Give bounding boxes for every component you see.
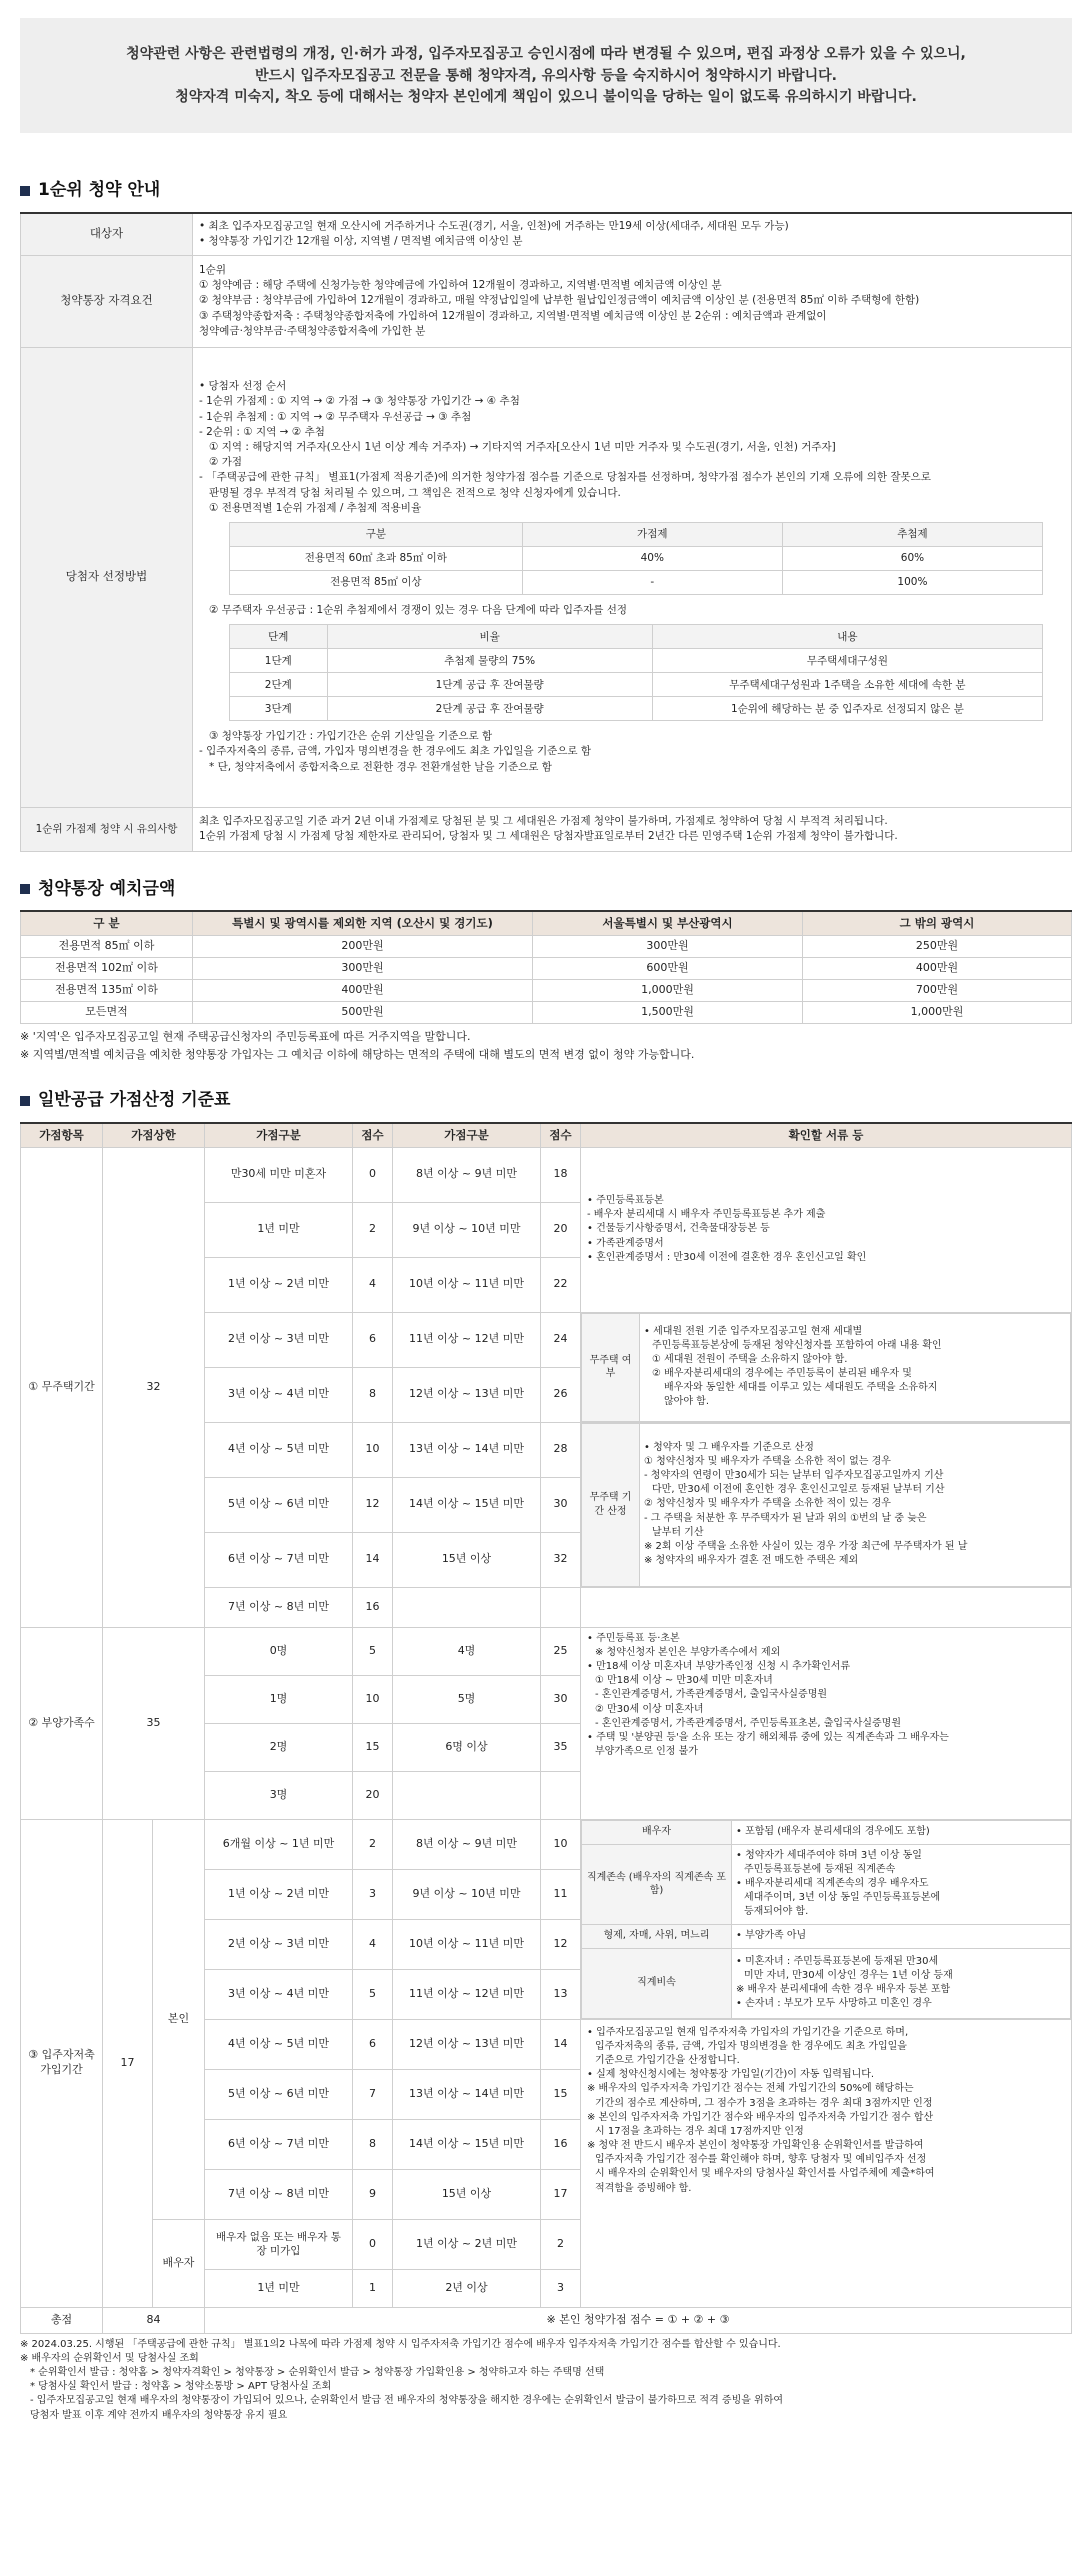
table-row: 5년 이상 ~ 6년 미만 12 14년 이상 ~ 15년 미만 30 [21, 1477, 1072, 1532]
homeless-check-cell: 무주택 여부 • 세대원 전원 기준 입주자모집공고일 현재 세대별 주민등록표등본상에 등재된 청약신청자를 포함하여 아래 내용 확인 ① 세대원 전원이 주택을 소유하지 않아야 함. ② 배우자분리세대의 경우에는 주민등록이 분리된 배우자 및 배우자와 동일한 세대를 이루고 있는 세대원도 주택을 소유하지 않아야 함. [581, 1312, 1072, 1422]
total-formula: ※ 본인 청약가점 점수 = ① + ② + ③ [205, 2307, 1072, 2333]
row-label: 당첨자 선정방법 [21, 347, 193, 807]
table-row: 7년 이상 ~ 8년 미만 9 15년 이상 17 [21, 2169, 1072, 2219]
table-row: 6년 이상 ~ 7년 미만 8 14년 이상 ~ 15년 미만 16 [21, 2119, 1072, 2169]
table-row: 2단계 1단계 공급 후 잔여물량 무주택세대구성원과 1주택을 소유한 세대에 속한 분 [230, 673, 1043, 697]
table-row: 1년 미만 2 9년 이상 ~ 10년 미만 20 [21, 1202, 1072, 1257]
item-label-dependents: ② 부양가족수 [21, 1627, 103, 1819]
table-row: 1년 미만 1 2년 이상 3 [21, 2269, 1072, 2307]
table-row: 전용면적 85㎡ 이하 200만원 300만원 250만원 [21, 935, 1072, 957]
notice-box [20, 18, 1072, 133]
table-row [21, 2307, 1072, 2333]
item-label-homeless: ① 무주택기간 [21, 1147, 103, 1627]
ratio-table: 구분 가점제 추첨제 전용면적 60㎡ 초과 85㎡ 이하 40% 60% 전용면적 85㎡ 이상 - 100% [229, 522, 1043, 595]
table-row: 3명 20 [21, 1771, 1072, 1819]
score-footnotes: ※ 2024.03.25. 시행된 「주택공급에 관한 규칙」 별표1의2 나목에 따라 가점제 청약 시 입주자저축 가입기간 점수에 배우자 입주자저축 가입기간 점수를 합산할 수 있습니다. ※ 배우자의 순위확인서 및 당첨사실 조회 * 순위확인서 발급 : 청약홈 > 청약자격확인 > 청약통장 > 순위확인서 발급 > 청약통장 가입확인용 > 청약하고자 하는 주택명 선택 * 당첨사실 확인서 발급 : 청약홈 > 청약소통방 > APT 당첨사실 조회 - 입주자모집공고일 현재 배우자의 청약통장이 가입되어 있으나, 순위확인서 발급 전 배우자의 청약통장을 해지한 경우에는 순위확인서 발급이 불가하므로 적격 증빙을 위하여 당첨자 발표 이후 계약 전까지 배우자의 청약통장 유지 필요 [20, 2338, 784, 2421]
table-row: 1년 이상 ~ 2년 미만 4 10년 이상 ~ 11년 미만 22 [21, 1257, 1072, 1312]
table-row: 1년 이상 ~ 2년 미만 3 9년 이상 ~ 10년 미만 11 [21, 1869, 1072, 1919]
square-bullet-icon [20, 884, 30, 894]
square-bullet-icon [20, 1096, 30, 1106]
deposit-notes: ※ '지역'은 입주자모집공고일 현재 주택공급신청자의 주민등록표에 따른 거주지역을 말합니다. ※ 지역별/면적별 예치금을 예치한 청약통장 가입자는 그 예치금 이하에 해당하는 면적의 주택에 대해 별도의 면적 변경 없이 청약 가능합니다. [20, 1029, 695, 1061]
item-max: 32 [103, 1147, 205, 1627]
total-label: 총점 [21, 2307, 103, 2333]
section-title-deposit: 청약통장 예치금액 [20, 878, 1072, 901]
table-row: ② 부양가족수 35 0명 5 4명 25 • 주민등록표 등·초본 ※ 청약신청자 본인은 부양가족수에서 제외 • 만18세 이상 미혼자녀 부양가족인정 신청 시 추가확인서류 ① 만18세 이상 ~ 만30세 미만 미혼자녀 - 혼인관계증명서, 가족관계증명서, 출입국사실증명원 ② 만30세 이상 미혼자녀 - 혼인관계증명서, 가족관계증명서, 주민등록표초본, 출입국사실증명원 • 주택 및 '분양권 등'을 소유 또는 장기 해외체류 중에 있는 직계존속과 그 배우자는 부양가족으로 인정 불가 [21, 1627, 1072, 1675]
table-row: 2년 이상 ~ 3년 미만 6 11년 이상 ~ 12년 미만 24 무주택 여부 • 세대원 전원 기준 입주자모집공고일 현재 세대별 주민등록표등본상에 등재된 청약신청자를 포함하여 아래 내용 확인 ① 세대원 전원이 주택을 소유하지 않아야 함. ② 배우자분리세대의 경우에는 주민등록이 분리된 배우자 및 배우자와 동일한 세대를 이루고 있는 세대원도 주택을 소유하지 않아야 함. [21, 1312, 1072, 1367]
caution-cell: 최초 입주자모집공고일 기준 과거 2년 이내 가점제로 당첨된 분 및 그 세대원은 가점제 청약이 불가하며, 가점제로 청약하여 당첨 시 부적격 처리됩니다. 1순위 가점제 당첨 시 가점제 당첨 제한자로 관리되어, 당첨자 및 그 세대원은 당첨자발표일로부터 2년간 다른 민영주택 1순위 가점제 청약이 불가합니다. [193, 807, 1072, 851]
relations-cell: 배우자 • 포함됨 (배우자 분리세대의 경우에도 포함) 직계존속 (배우자의 직계존속 포함) • 청약자가 세대주여야 하며 3년 이상 동일 주민등록표등본에 등재된 직계존속 • 배우자분리세대 직계존속의 경우 배우자도 세대주이며, 3년 이상 동일 주민등록표등본에 등재되어야 함. 형제, 자매, 사위, 며느리 • 부양가족 아님 직계비속 • 미혼자녀 : 주민등록표등본에 등재된 만30세 미만 자녀, 만30세 이상인 경우는 1년 이상 등재 ※ 배우자 분리세대에 속한 경우 배우자 등본 포함 • 손자녀 : 부모가 모두 사망하고 미혼인 경우 [581, 1819, 1072, 2019]
self-label: 본인 [153, 1819, 205, 2219]
notice-line: 반드시 입주자모집공고 전문을 통해 청약자격, 유의사항 등을 숙지하시어 청약하시기 바랍니다. [255, 67, 837, 84]
table-row: 전용면적 102㎡ 이하 300만원 600만원 400만원 [21, 957, 1072, 979]
table-row: 3년 이상 ~ 4년 미만 8 12년 이상 ~ 13년 미만 26 [21, 1367, 1072, 1422]
row-label: 대상자 [21, 213, 193, 255]
docs-dependents: • 주민등록표 등·초본 ※ 청약신청자 본인은 부양가족수에서 제외 • 만18세 이상 미혼자녀 부양가족인정 신청 시 추가확인서류 ① 만18세 이상 ~ 만30세 미만 미혼자녀 - 혼인관계증명서, 가족관계증명서, 출입국사실증명원 ② 만30세 이상 미혼자녀 - 혼인관계증명서, 가족관계증명서, 주민등록표초본, 출입국사실증명원 • 주택 및 '분양권 등'을 소유 또는 장기 해외체류 중에 있는 직계존속과 그 배우자는 부양가족으로 인정 불가 [581, 1627, 1072, 1819]
row-label: 1순위 가점제 청약 시 유의사항 [21, 807, 193, 851]
table-row: 전용면적 85㎡ 이상 - 100% [230, 571, 1043, 595]
table-row: ③ 입주자저축 가입기간 17 본인 6개월 이상 ~ 1년 미만 2 8년 이상 ~ 9년 미만 10 배우자 • 포함됨 (배우자 분리세대의 경우에도 포함) 직계존속 (배우자의 직계존속 포함) • 청약자가 세대주여야 하며 3년 이상 동일 주민등록표등본에 등재된 직계존속 • 배우자분리세대 직계존속의 경우 배우자도 세대주이며, 3년 이상 동일 주민등록표등본에 등재되어야 함. 형제, 자매, 사위, 며느리 • 부양가족 아님 직계비속 • 미혼자녀 : 주민등록표등본에 등재된 만30세 미만 자녀, 만30세 이상인 경우는 1년 이상 등재 ※ 배우자 분리세대에 속한 경우 배우자 등본 포함 • 손자녀 : 부모가 모두 사망하고 미혼인 경우 [21, 1819, 1072, 1869]
table-row: 모든면적 500만원 1,500만원 1,000만원 [21, 1001, 1072, 1023]
table-row: 3단계 2단계 공급 후 잔여물량 1순위에 해당하는 분 중 입주자로 선정되지 않은 분 [230, 697, 1043, 721]
docs-savings: • 입주자모집공고일 현재 입주자저축 가입자의 가입기간을 기준으로 하며, 입주자저축의 종류, 금액, 가입자 명의변경을 한 경우에도 최초 가입일을 기준으로 가입기간을 산정합니다. • 실제 청약신청시에는 청약통장 가입일(기간)이 자동 입력됩니다. ※ 배우자의 입주자저축 가입기간 점수는 전체 가입기간의 50%에 해당하는 기간의 점수로 계산하며, 그 점수가 3점을 초과하는 경우 최대 3점까지만 인정 ※ 본인의 입주자저축 가입기간 점수와 배우자의 입주자저축 가입기간 점수 합산 시 17점을 초과하는 경우 최대 17점까지만 인정 ※ 청약 전 반드시 배우자 본인이 청약통장 가입확인용 순위확인서를 발급하여 입주자저축 가입기간 점수를 확인해야 하며, 향후 당첨자 및 예비입주자 선정 시 배우자의 순위확인서 및 배우자의 당첨사실 확인서를 사업주체에 제출*하여 적격함을 증빙해야 함. [581, 2019, 1072, 2307]
item-max: 17 [103, 1819, 153, 2307]
first-priority-table [20, 212, 1072, 852]
table-row: ① 무주택기간 32 만30세 미만 미혼자 0 8년 이상 ~ 9년 미만 18 • 주민등록표등본 - 배우자 분리세대 시 배우자 주민등록표등본 추가 제출 • 건물등기사항증명서, 건축물대장등본 등 • 가족관계증명서 • 혼인관계증명서 : 만30세 이전에 결혼한 경우 혼인신고일 확인 [21, 1147, 1072, 1202]
notice-line: 청약관련 사항은 관련법령의 개정, 인·허가 과정, 입주자모집공고 승인시점에 따라 변경될 수 있으며, 편집 과정상 오류가 있을 수 있으니, [126, 46, 966, 62]
table-row: 1단계 추첨제 물량의 75% 무주택세대구성원 [230, 649, 1043, 673]
item-max: 35 [103, 1627, 205, 1819]
table-row: 7년 이상 ~ 8년 미만 16 [21, 1587, 1072, 1627]
section-title-first-priority: 1순위 청약 안내 [20, 179, 1072, 202]
docs-homeless: • 주민등록표등본 - 배우자 분리세대 시 배우자 주민등록표등본 추가 제출 • 건물등기사항증명서, 건축물대장등본 등 • 가족관계증명서 • 혼인관계증명서 : 만30세 이전에 결혼한 경우 혼인신고일 확인 [581, 1147, 1072, 1312]
table-row [21, 255, 1072, 347]
table-row [21, 807, 1072, 851]
item-label-savings: ③ 입주자저축 가입기간 [21, 1819, 103, 2307]
step-table: 단계 비율 내용 1단계 추첨제 물량의 75% 무주택세대구성원 2단계 1단계 공급 후 잔여물량 무주택세대구성원과 1주택을 소유한 세대에 속한 분 3단계 2단계 공급 후 잔여물량 1순위에 해당하는 분 중 입주자로 선정되지 않은 분 [229, 624, 1043, 721]
qualification-cell: 1순위 ① 청약예금 : 해당 주택에 신청가능한 청약예금에 가입하여 12개월이 경과하고, 지역별·면적별 예치금액 이상인 분 ② 청약부금 : 청약부금에 가입하여 12개월이 경과하고, 매월 약정납입일에 납부한 월납입인정금액이 예치금액 이상인 분 (전용면적 85㎡ 이하 주택형에 한함) ③ 주택청약종합저축 : 주택청약종합저축에 가입하여 12개월이 경과하고, 지역별·면적별 예치금액 이상인 분 2순위 : 예치금액과 관계없이 청약예금·청약부금·주택청약종합저축에 가입한 분 [193, 255, 1072, 347]
homeless-period-cell: 무주택 기간 산정 • 청약자 및 그 배우자를 기준으로 산정 ① 청약신청자 및 배우자가 주택을 소유한 적이 없는 경우 - 청약자의 연령이 만30세가 되는 날부터 입주자모집공고일까지 기산 다만, 만30세 이전에 혼인한 경우 혼인신고일로 등재된 날부터 기산 ② 청약신청자 및 배우자가 주택을 소유한 적이 있는 경우 - 그 주택을 처분한 후 무주택자가 된 날과 위의 ①번의 날 중 늦은 날부터 기산 ※ 2회 이상 주택을 소유한 사실이 있는 경우 가장 최근에 무주택자가 된 날 ※ 청약자의 배우자가 결혼 전 매도한 주택은 제외 [581, 1422, 1072, 1587]
table-row: 2년 이상 ~ 3년 미만 4 10년 이상 ~ 11년 미만 12 [21, 1919, 1072, 1969]
total-value: 84 [103, 2307, 205, 2333]
target-cell: • 최초 입주자모집공고일 현재 오산시에 거주하거나 수도권(경기, 서울, 인천)에 거주하는 만19세 이상(세대주, 세대원 모두 가능) • 청약통장 가입기간 12개월 이상, 지역별 / 면적별 예치금액 이상인 분 [193, 213, 1072, 255]
table-row: 전용면적 60㎡ 초과 85㎡ 이하 40% 60% [230, 547, 1043, 571]
selection-cell: • 당첨자 선정 순서 - 1순위 가점제 : ① 지역 → ② 가점 → ③ 청약통장 가입기간 → ④ 추첨 - 1순위 추첨제 : ① 지역 → ② 무주택자 우선공급 → ③ 추첨 - 2순위 : ① 지역 → ② 추첨 ① 지역 : 해당지역 거주자(오산시 1년 이상 계속 거주자) → 기타지역 거주자[오산시 1년 미만 거주자 및 수도권(경기, 서울, 인천) 거주자] ② 가점 - 「주택공급에 관한 규칙」 별표1(가점제 적용기준)에 의거한 청약가점 점수를 기준으로 당첨자를 선정하며, 청약가점 점수가 본인의 기재 오류에 의한 잘못으로 판명될 경우 부적격 당첨 처리될 수 있으며, 그 책임은 전적으로 청약 신청자에게 있습니다. ① 전용면적별 1순위 가점제 / 추첨제 적용비율 구분 가점제 추첨제 전용면적 60㎡ 초과 85㎡ 이하 40% 60% 전용면적 85㎡ 이상 - 100% ② 무주택자 우선공급 : 1순위 추첨제에서 경쟁이 있는 경우 다음 단계에 따라 입주자를 선정 단계 비율 내용 1단계 추첨제 물량의 75% 무주택세대구성원 2단계 1단계 공급 후 잔여물량 무주택세대구성원과 1주택을 소유한 세대에 속한 분 3단계 2단계 공급 후 잔여물량 1순위에 해당하는 분 중 입주자로 선정되지 않은 분 ③ 청약통장 가입기간 : 가입기간은 순위 기산일을 기준으로 함 - 입주자저축의 종류, 금액, 가입자 명의변경을 한 경우에도 최초 가입일을 기준으로 함 * 단, 청약저축에서 종합저축으로 전환한 경우 전환개설한 날을 기준으로 함 [193, 347, 1072, 807]
table-row [21, 347, 1072, 807]
section-title-score-table: 일반공급 가점산정 기준표 [20, 1089, 1072, 1112]
table-row [21, 213, 1072, 255]
deposit-table: 구 분 특별시 및 광역시를 제외한 지역 (오산시 및 경기도) 서울특별시 및 부산광역시 그 밖의 광역시 전용면적 85㎡ 이하 200만원 300만원 250만원 전용면적 102㎡ 이하 300만원 600만원 400만원 전용면적 135㎡ 이하 400만원 1,000만원 700만원 모든면적 500만원 1,500만원 1,000만원 [20, 910, 1072, 1024]
table-row: 6년 이상 ~ 7년 미만 14 15년 이상 32 [21, 1532, 1072, 1587]
table-row: 1명 10 5명 30 [21, 1675, 1072, 1723]
row-label: 청약통장 자격요건 [21, 255, 193, 347]
notice-line: 청약자격 미숙지, 착오 등에 대해서는 청약자 본인에게 책임이 있으니 불이익을 당하는 일이 없도록 유의하시기 바랍니다. [175, 89, 917, 106]
table-row: 배우자 배우자 없음 또는 배우자 통장 미가입 0 1년 이상 ~ 2년 미만 2 [21, 2219, 1072, 2269]
table-row: 5년 이상 ~ 6년 미만 7 13년 이상 ~ 14년 미만 15 [21, 2069, 1072, 2119]
spouse-label: 배우자 [153, 2219, 205, 2307]
table-row: 2명 15 6명 이상 35 [21, 1723, 1072, 1771]
score-table: 가점항목 가점상한 가점구분 점수 가점구분 점수 확인할 서류 등 ① 무주택기간 32 만30세 미만 미혼자 0 8년 이상 ~ 9년 미만 18 • 주민등록표등본 - 배우자 분리세대 시 배우자 주민등록표등본 추가 제출 • 건물등기사항증명서, 건축물대장등본 등 • 가족관계증명서 • 혼인관계증명서 : 만30세 이전에 결혼한 경우 혼인신고일 확인 1년 미만 2 9년 이상 ~ 10년 미만 20 1년 이상 ~ 2년 미만 4 10년 이상 ~ 11년 미만 22 2년 이상 ~ 3년 미만 6 11년 이상 ~ 12년 미만 24 무주택 여부 • 세대원 전원 기준 입주자모집공고일 현재 세대별 주민등록표등본상에 등재된 청약신청자를 포함하여 아래 내용 확인 ① 세대원 전원이 주택을 소유하지 않아야 함. ② 배우자분리세대의 경우에는 주민등록이 분리된 배우자 및 배우자와 동일한 세대를 이루고 있는 세대원도 주택을 소유하지 않아야 함. 3년 이상 ~ 4년 미만 8 12년 이상 ~ 13년 미만 26 4년 이상 ~ 5년 미만 10 13년 이상 ~ 14년 미만 28 무주택 기간 산정 • 청약자 및 그 배우자를 기준으로 산정 ① 청약신청자 및 배우자가 주택을 소유한 적이 없는 경우 - 청약자의 연령이 만30세가 되는 날부터 입주자모집공고일까지 기산 다만, 만30세 이전에 혼인한 경우 혼인신고일로 등재된 날부터 기산 ② 청약신청자 및 배우자가 주택을 소유한 적이 있는 경우 - 그 주택을 처분한 후 무주택자가 된 날과 위의 ①번의 날 중 늦은 날부터 기산 ※ 2회 이상 주택을 소유한 사실이 있는 경우 가장 최근에 무주택자가 된 날 ※ 청약자의 배우자가 결혼 전 매도한 주택은 제외 5년 이상 ~ 6년 미만 12 14년 이상 ~ 15년 미만 30 6년 이상 ~ 7년 미만 14 15년 이상 32 7년 이상 ~ 8년 미만 16 ② 부양가족수 35 0명 5 4명 25 • 주민등록표 등·초본 ※ 청약신청자 본인은 부양가족수에서 제외 • 만18세 이상 미혼자녀 부양가족인정 신청 시 추가확인서류 ① 만18세 이상 ~ 만30세 미만 미혼자녀 - 혼인관계증명서, 가족관계증명서, 출입국사실증명원 ② 만30세 이상 미혼자녀 - 혼인관계증명서, 가족관계증명서, 주민등록표초본, 출입국사실증명원 • 주택 및 '분양권 등'을 소유 또는 장기 해외체류 중에 있는 직계존속과 그 배우자는 부양가족으로 인정 불가 1명 10 5명 30 2명 15 6명 이상 35 3명 20 ③ 입주자저축 가입기간 17 본인 6개월 이상 ~ 1년 미만 2 8년 이상 ~ 9년 미만 10 배우자 • 포함됨 (배우자 분리세대의 경우에도 포함) 직계존속 (배우자의 직계존속 포함) • 청약자가 세대주여야 하며 3년 이상 동일 주민등록표등본에 등재된 직계존속 • 배우자분리세대 직계존속의 경우 배우자도 세대주이며, 3년 이상 동일 주민등록표등본에 등재되어야 함. 형제, 자매, 사위, 며느리 • 부양가족 아님 직계비속 • 미혼자녀 : 주민등록표등본에 등재된 만30세 미만 자녀, 만30세 이상인 경우는 1년 이상 등재 ※ 배우자 분리세대에 속한 경우 배우자 등본 포함 • 손자녀 : 부모가 모두 사망하고 미혼인 경우 1년 이상 ~ 2년 미만 3 9년 이상 ~ 10년 미만 11 2년 이상 ~ 3년 미만 4 10년 이상 ~ 11년 미만 12 3년 이상 ~ 4년 미만 5 11년 이상 ~ 12년 미만 13 4년 이상 ~ 5년 미만 6 12년 이상 ~ 13년 미만 14 • 입주자모집공고일 현재 입주자저축 가입자의 가입기간을 기준으로 하며, 입주자저축의 종류, 금액, 가입자 명의변경을 한 경우에도 최초 가입일을 기준으로 가입기간을 산정합니다. • 실제 청약신청시에는 청약통장 가입일(기간)이 자동 입력됩니다. ※ 배우자의 입주자저축 가입기간 점수는 전체 가입기간의 50%에 해당하는 기간의 점수로 계산하며, 그 점수가 3점을 초과하는 경우 최대 3점까지만 인정 ※ 본인의 입주자저축 가입기간 점수와 배우자의 입주자저축 가입기간 점수 합산 시 17점을 초과하는 경우 최대 17점까지만 인정 ※ 청약 전 반드시 배우자 본인이 청약통장 가입확인용 순위확인서를 발급하여 입주자저축 가입기간 점수를 확인해야 하며, 향후 당첨자 및 예비입주자 선정 시 배우자의 순위확인서 및 배우자의 당첨사실 확인서를 사업주체에 제출*하여 적격함을 증빙해야 함. 5년 이상 ~ 6년 미만 7 13년 이상 ~ 14년 미만 15 6년 이상 ~ 7년 미만 8 14년 이상 ~ 15년 미만 16 7년 이상 ~ 8년 미만 9 15년 이상 17 배우자 배우자 없음 또는 배우자 통장 미가입 0 1년 이상 ~ 2년 미만 2 1년 미만 1 2년 이상 3 총점 84 ※ 본인 청약가점 점수 = ① + ② + ③ [20, 1122, 1072, 2334]
square-bullet-icon [20, 186, 30, 196]
table-row: 전용면적 135㎡ 이하 400만원 1,000만원 700만원 [21, 979, 1072, 1001]
table-row: 4년 이상 ~ 5년 미만 6 12년 이상 ~ 13년 미만 14 • 입주자모집공고일 현재 입주자저축 가입자의 가입기간을 기준으로 하며, 입주자저축의 종류, 금액, 가입자 명의변경을 한 경우에도 최초 가입일을 기준으로 가입기간을 산정합니다. • 실제 청약신청시에는 청약통장 가입일(기간)이 자동 입력됩니다. ※ 배우자의 입주자저축 가입기간 점수는 전체 가입기간의 50%에 해당하는 기간의 점수로 계산하며, 그 점수가 3점을 초과하는 경우 최대 3점까지만 인정 ※ 본인의 입주자저축 가입기간 점수와 배우자의 입주자저축 가입기간 점수 합산 시 17점을 초과하는 경우 최대 17점까지만 인정 ※ 청약 전 반드시 배우자 본인이 청약통장 가입확인용 순위확인서를 발급하여 입주자저축 가입기간 점수를 확인해야 하며, 향후 당첨자 및 예비입주자 선정 시 배우자의 순위확인서 및 배우자의 당첨사실 확인서를 사업주체에 제출*하여 적격함을 증빙해야 함. [21, 2019, 1072, 2069]
table-row: 4년 이상 ~ 5년 미만 10 13년 이상 ~ 14년 미만 28 무주택 기간 산정 • 청약자 및 그 배우자를 기준으로 산정 ① 청약신청자 및 배우자가 주택을 소유한 적이 없는 경우 - 청약자의 연령이 만30세가 되는 날부터 입주자모집공고일까지 기산 다만, 만30세 이전에 혼인한 경우 혼인신고일로 등재된 날부터 기산 ② 청약신청자 및 배우자가 주택을 소유한 적이 있는 경우 - 그 주택을 처분한 후 무주택자가 된 날과 위의 ①번의 날 중 늦은 날부터 기산 ※ 2회 이상 주택을 소유한 사실이 있는 경우 가장 최근에 무주택자가 된 날 ※ 청약자의 배우자가 결혼 전 매도한 주택은 제외 [21, 1422, 1072, 1477]
table-row: 3년 이상 ~ 4년 미만 5 11년 이상 ~ 12년 미만 13 [21, 1969, 1072, 2019]
